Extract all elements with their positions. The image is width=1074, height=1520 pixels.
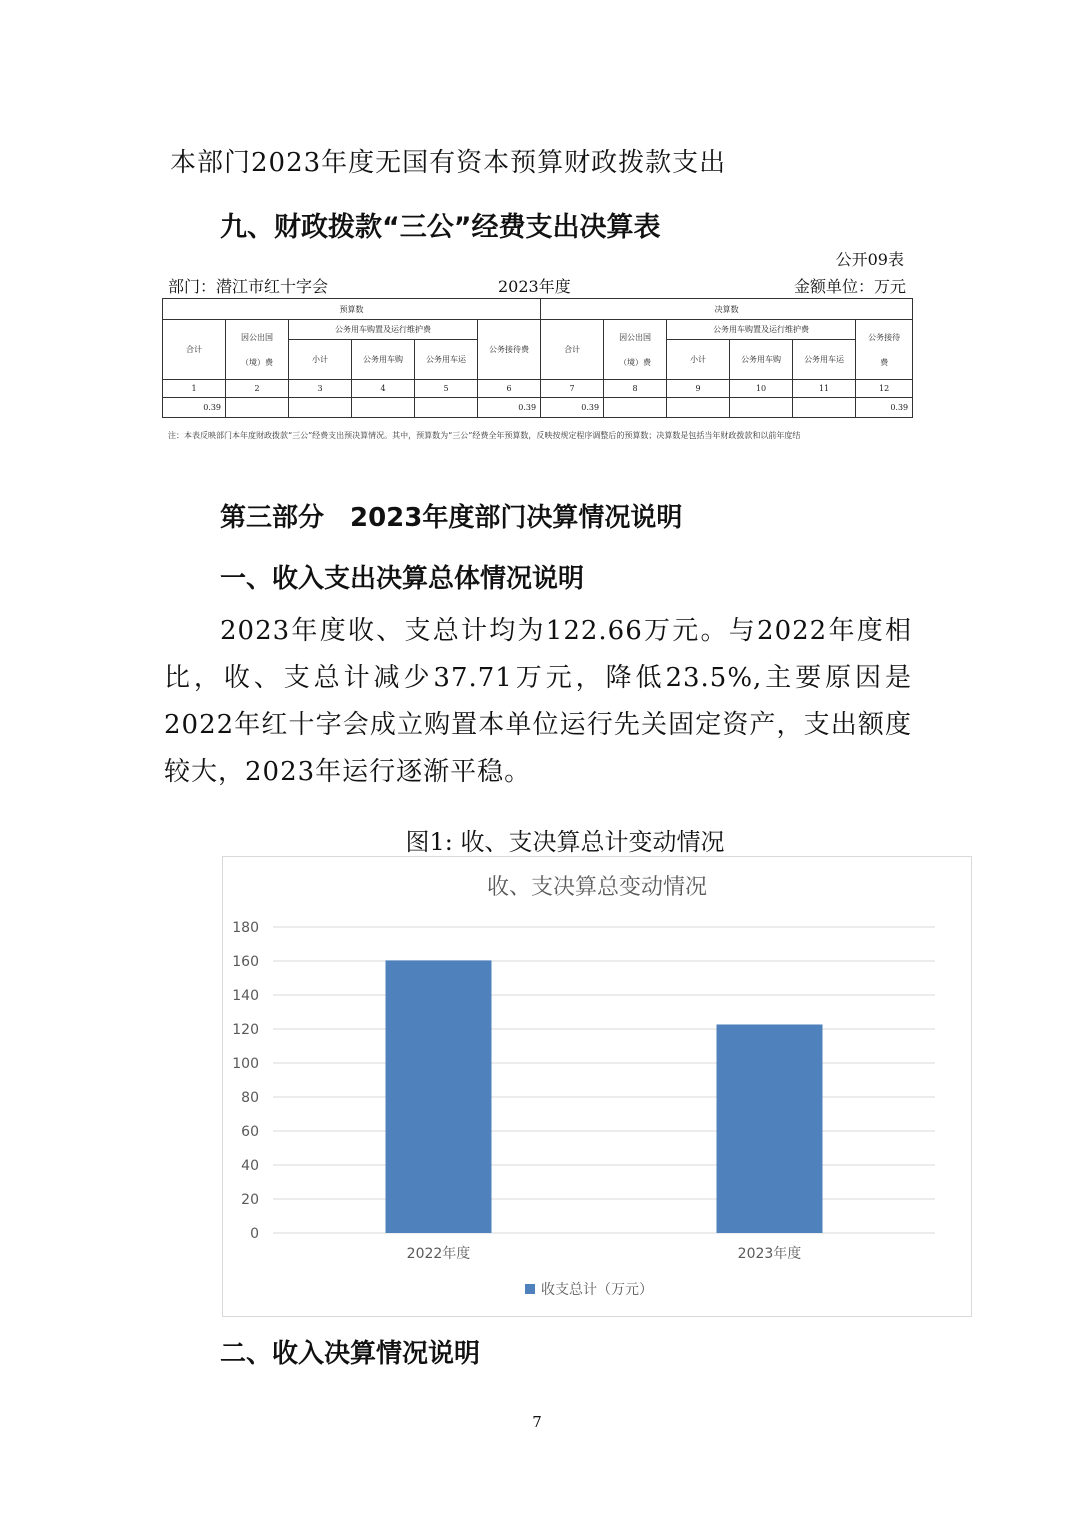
final-subtotal-header: 小计: [667, 340, 730, 380]
y-tick-label: 80: [241, 1090, 259, 1106]
chart-x-ticks: [407, 1245, 802, 1262]
budget-group-header: 预算数: [163, 299, 541, 320]
body-paragraph: 2023年度收、支总计均为122.66万元。与2022年度相比，收、支总计减少37.71万元，降低23.5%,主要原因是2022年红十字会成立购置本单位运行先关固定资产，支出额度较大，2023年运行逐渐平稳。: [164, 616, 912, 787]
reception-header-bottom: 费: [880, 357, 889, 367]
bar: [386, 960, 492, 1233]
value-cell: [289, 398, 352, 418]
value-cell: 0.39: [478, 398, 541, 418]
value-cell: [667, 398, 730, 418]
section-title: 九、财政拨款“三公”经费支出决算表: [220, 212, 661, 243]
value-cell: [226, 398, 289, 418]
chart-gridlines: [273, 927, 935, 1233]
index-cell: 1: [163, 380, 226, 398]
final-car-buy-header: 公务用车购: [730, 340, 793, 380]
y-tick-label: 20: [241, 1192, 259, 1208]
chart-canvas: [223, 857, 971, 1316]
bar-chart: [222, 856, 972, 1317]
y-tick-label: 100: [232, 1056, 259, 1072]
y-tick-label: 140: [232, 988, 259, 1004]
value-cell: [793, 398, 856, 418]
reception-header-top: 公务接待: [868, 332, 901, 342]
legend-label: 收支总计（万元）: [541, 1282, 653, 1298]
index-cell: 3: [289, 380, 352, 398]
budget-abroad-header: [226, 320, 289, 380]
final-total-header: 合计: [541, 320, 604, 380]
x-tick-label: 2023年度: [737, 1246, 802, 1262]
budget-reception-header: 公务接待费: [478, 320, 541, 380]
y-tick-label: 0: [250, 1226, 259, 1242]
final-abroad-header: [604, 320, 667, 380]
value-cell: [352, 398, 415, 418]
index-cell: 7: [541, 380, 604, 398]
final-car-run-header: 公务用车运: [793, 340, 856, 380]
y-tick-label: 60: [241, 1124, 259, 1140]
part-title: 第三部分 2023年度部门决算情况说明: [220, 503, 683, 533]
dept-label: 部门：潜江市红十字会: [168, 277, 329, 296]
budget-car-buy-header: 公务用车购: [352, 340, 415, 380]
three-public-expense-table: [162, 298, 913, 418]
chart-y-ticks: [232, 920, 259, 1242]
abroad-header-top: 因公出国: [241, 332, 273, 342]
y-tick-label: 180: [232, 920, 259, 936]
index-cell: 10: [730, 380, 793, 398]
y-tick-label: 160: [232, 954, 259, 970]
x-tick-label: 2022年度: [406, 1246, 471, 1262]
year-label: 2023年度: [498, 277, 571, 296]
subsection-title-1: 一、收入支出决算总体情况说明: [220, 564, 585, 594]
page-number: 7: [532, 1413, 542, 1431]
budget-car-group-header: 公务用车购置及运行维护费: [289, 320, 478, 340]
abroad-header-bottom: （境）费: [241, 357, 273, 367]
budget-subtotal-header: 小计: [289, 340, 352, 380]
index-cell: 2: [226, 380, 289, 398]
bar: [717, 1024, 823, 1233]
final-reception-header: [856, 320, 913, 380]
index-cell: 12: [856, 380, 913, 398]
index-cell: 11: [793, 380, 856, 398]
intro-line: 本部门2023年度无国有资本预算财政拨款支出: [170, 148, 727, 178]
index-cell: 6: [478, 380, 541, 398]
abroad-header-top: 因公出国: [619, 332, 652, 342]
index-cell: 5: [415, 380, 478, 398]
value-cell: 0.39: [541, 398, 604, 418]
y-tick-label: 40: [241, 1158, 259, 1174]
table-number: 公开09表: [835, 250, 904, 269]
final-group-header: 决算数: [541, 299, 913, 320]
subsection-title-2: 二、收入决算情况说明: [220, 1339, 481, 1369]
value-row: [163, 398, 913, 418]
chart-title: 收、支决算总变动情况: [486, 875, 708, 900]
value-cell: 0.39: [163, 398, 226, 418]
value-cell: [604, 398, 667, 418]
abroad-header-bottom: （境）费: [619, 357, 652, 367]
chart-legend: [525, 1281, 653, 1298]
unit-label: 金额单位：万元: [793, 277, 906, 296]
budget-car-run-header: 公务用车运: [415, 340, 478, 380]
value-cell: 0.39: [856, 398, 913, 418]
figure-caption: 图1: 收、支决算总计变动情况: [405, 828, 725, 856]
index-cell: 4: [352, 380, 415, 398]
legend-swatch: [525, 1284, 535, 1294]
final-car-group-header: 公务用车购置及运行维护费: [667, 320, 856, 340]
table-note: 注：本表反映部门本年度财政拨款“三公”经费支出预决算情况。其中，预算数为“三公”经费全年预算数，反映按规定程序调整后的预算数；决算数是包括当年财政拨款和以前年度结: [168, 431, 801, 440]
index-cell: 9: [667, 380, 730, 398]
index-cell: 8: [604, 380, 667, 398]
index-row: [163, 380, 913, 398]
value-cell: [415, 398, 478, 418]
y-tick-label: 120: [232, 1022, 259, 1038]
budget-total-header: 合计: [163, 320, 226, 380]
value-cell: [730, 398, 793, 418]
